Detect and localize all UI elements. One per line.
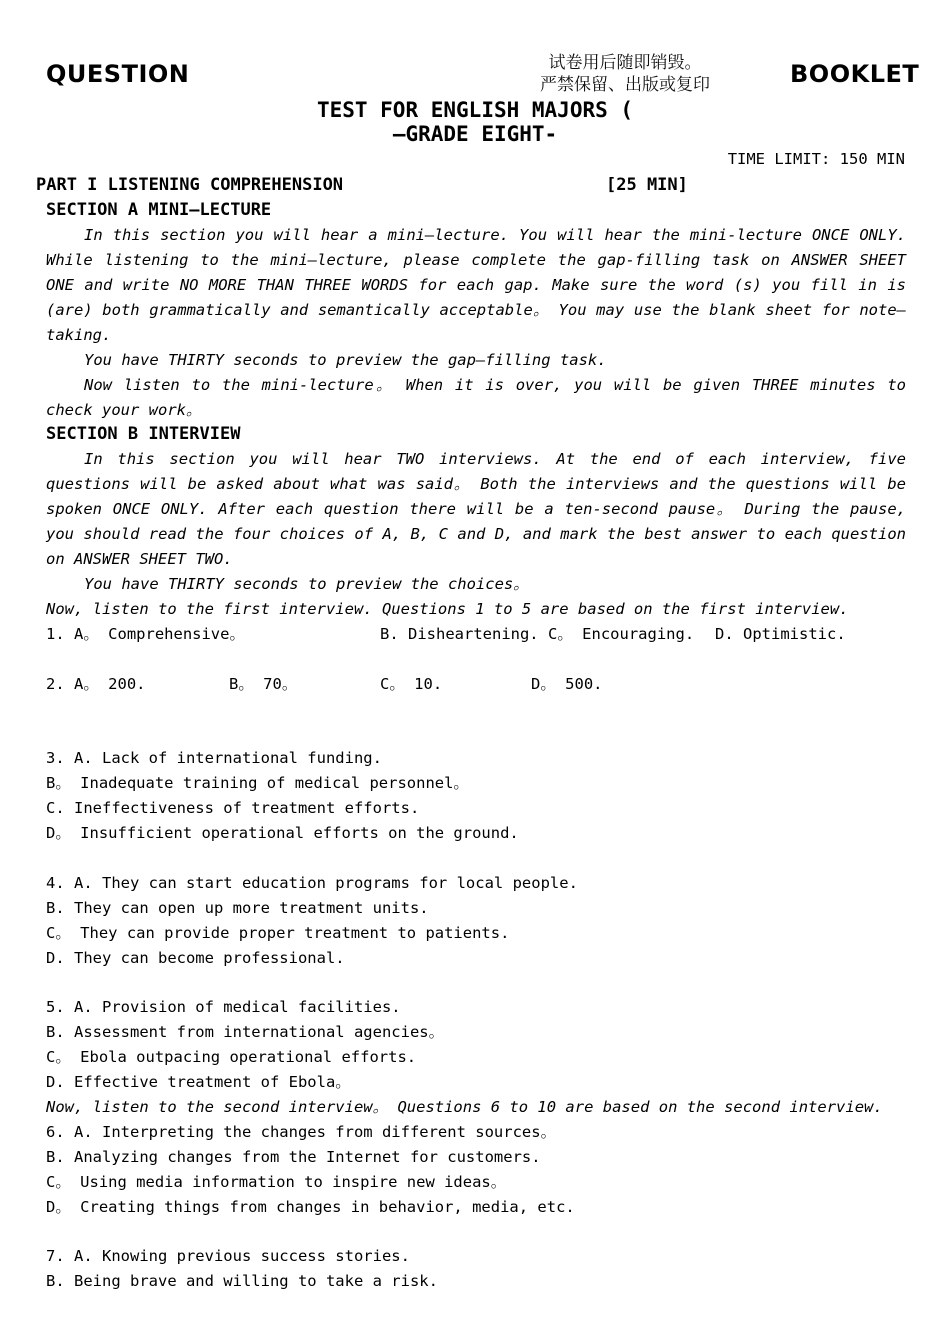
q2-option-c: C。 10.: [380, 675, 443, 693]
section-a-instructions: In this section you will hear a mini—lecture. You will hear the mini-lecture ONCE ONLY. While listening to the mini—lecture, please complete the gap-filling task on ANSWER SHEET ONE and write NO MORE THAN THREE WORDS for each gap. Make sure the word (s) you fill in is (are) both grammatically and semantically acceptable。 You may use the blank sheet for note—taking.: [46, 226, 906, 344]
q5-option-d: D. Effective treatment of Ebola。: [46, 1073, 351, 1091]
header-left-question: QUESTION: [46, 60, 190, 88]
q2-option-b: B。 70。: [229, 675, 298, 693]
confidential-notice: [520, 52, 730, 96]
q3-option-c: C. Ineffectiveness of treatment efforts.: [46, 799, 420, 817]
q7-option-a: 7. A. Knowing previous success stories.: [46, 1247, 410, 1265]
q6-option-b: B. Analyzing changes from the Internet for customers.: [46, 1148, 541, 1166]
q6-option-a: 6. A. Interpreting the changes from different sources。: [46, 1123, 557, 1141]
confidential-notice-line2: 严禁保留、出版或复印: [540, 75, 710, 95]
q5-option-c: C。 Ebola outpacing operational efforts.: [46, 1048, 417, 1066]
q4-option-d: D. They can become professional.: [46, 949, 345, 967]
time-limit: TIME LIMIT: 150 MIN: [727, 150, 905, 168]
header-right-booklet: BOOKLET: [790, 60, 920, 88]
q1-option-a: 1. A。 Comprehensive。: [46, 625, 245, 643]
q2-option-a: 2. A。 200.: [46, 675, 146, 693]
q4-option-c: C。 They can provide proper treatment to patients.: [46, 924, 510, 942]
section-a-listen-note: Now listen to the mini-lecture。 When it is over, you will be given THREE minutes to check your work。: [46, 376, 906, 419]
first-interview-intro: Now, listen to the first interview. Questions 1 to 5 are based on the first interview.: [46, 600, 849, 618]
q6-option-c: C。 Using media information to inspire new ideas。: [46, 1173, 507, 1191]
section-b-heading: SECTION B INTERVIEW: [46, 424, 241, 444]
q3-option-a: 3. A. Lack of international funding.: [46, 749, 382, 767]
q4-option-b: B. They can open up more treatment units.: [46, 899, 429, 917]
q4-option-a: 4. A. They can start education programs for local people.: [46, 874, 578, 892]
section-b-instructions: In this section you will hear TWO interviews. At the end of each interview, five questions will be asked about what was said。 Both the interviews and the questions will be spoken ONCE ONLY. After each question there will be a ten-second pause。 During the pause, you should read the four choices of A, B, C and D, and mark the best answer to each question on ANSWER SHEET TWO.: [46, 450, 906, 568]
q6-option-d: D。 Creating things from changes in behavior, media, etc.: [46, 1198, 575, 1216]
test-title-line1: TEST FOR ENGLISH MAJORS (: [316, 98, 634, 122]
q5-option-a: 5. A. Provision of medical facilities.: [46, 998, 401, 1016]
q5-option-b: B. Assessment from international agencies。: [46, 1023, 445, 1041]
q1-option-c: C。 Encouraging.: [548, 625, 695, 643]
confidential-notice-line1: 试卷用后随即销毁。: [548, 53, 702, 73]
test-title-line2: —GRADE EIGHT-: [392, 122, 558, 146]
q3-option-b: B。 Inadequate training of medical personnel。: [46, 774, 469, 792]
q1-option-d: D. Optimistic.: [715, 625, 846, 643]
q2-option-d: D。 500.: [531, 675, 603, 693]
section-a-heading: SECTION A MINI—LECTURE: [46, 200, 272, 220]
second-interview-intro: Now, listen to the second interview。 Questions 6 to 10 are based on the second interview.: [46, 1098, 883, 1116]
q3-option-d: D。 Insufficient operational efforts on the ground.: [46, 824, 519, 842]
q7-option-b: B. Being brave and willing to take a risk.: [46, 1272, 438, 1290]
section-b-preview-note: You have THIRTY seconds to preview the choices。: [84, 575, 529, 593]
section-a-preview-note: You have THIRTY seconds to preview the gap—filling task.: [84, 351, 607, 369]
q1-option-b: B. Disheartening.: [380, 625, 539, 643]
part1-heading: PART I LISTENING COMPREHENSION: [36, 175, 344, 195]
part1-time: [25 MIN]: [606, 175, 688, 195]
